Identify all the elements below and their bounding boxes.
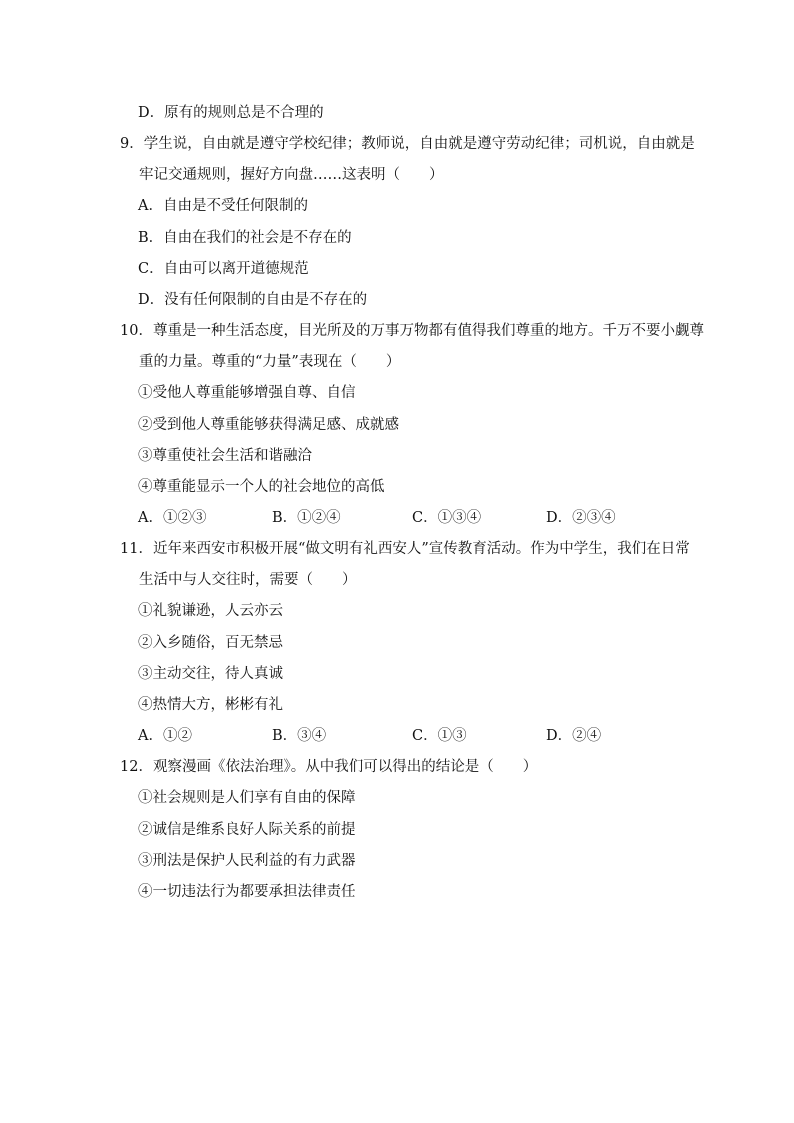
q9-stem-line-1: 9．学生说，自由就是遵守学校纪律；教师说，自由就是遵守劳动纪律；司机说，自由就是	[120, 136, 695, 152]
q10-statement-4: ④尊重能显示一个人的社会地位的高低	[138, 479, 385, 495]
q9-stem-line-2: 牢记交通规则，握好方向盘……这表明（ ）	[139, 167, 444, 183]
q10-statement-2: ②受到他人尊重能够获得满足感、成就感	[138, 417, 399, 433]
q11-stem-line-1: 11．近年来西安市积极开展“做文明有礼西安人”宣传教育活动。作为中学生，我们在日常	[120, 541, 690, 557]
q10-stem-line-2: 重的力量。尊重的“力量”表现在（ ）	[139, 354, 401, 370]
q12-statement-3: ③刑法是保护人民利益的有力武器	[138, 853, 356, 869]
q10-statement-1: ①受他人尊重能够增强自尊、自信	[138, 385, 356, 401]
q10-option-d: D．②③④	[546, 510, 616, 526]
q9-option-b: B．自由在我们的社会是不存在的	[138, 230, 352, 246]
q11-option-c: C．①③	[412, 728, 467, 744]
q10-option-b: B．①②④	[272, 510, 341, 526]
q10-stem-line-1: 10．尊重是一种生活态度，目光所及的万事万物都有值得我们尊重的地方。千万不要小觑尊	[120, 323, 704, 339]
q9-option-d: D．没有任何限制的自由是不存在的	[138, 292, 368, 308]
q8-option-d: D．原有的规则总是不合理的	[138, 105, 324, 121]
q11-statement-2: ②入乡随俗，百无禁忌	[138, 635, 283, 651]
q10-option-a: A．①②③	[138, 510, 207, 526]
q9-option-c: C．自由可以离开道德规范	[138, 261, 309, 277]
q12-statement-4: ④一切违法行为都要承担法律责任	[138, 884, 356, 900]
q12-statement-1: ①社会规则是人们享有自由的保障	[138, 790, 356, 806]
q12-stem: 12．观察漫画《依法治理》。从中我们可以得出的结论是（ ）	[120, 759, 538, 775]
q10-statement-3: ③尊重使社会生活和谐融洽	[138, 448, 312, 464]
q11-statement-3: ③主动交往，待人真诚	[138, 666, 283, 682]
q10-option-c: C．①③④	[412, 510, 482, 526]
q11-option-d: D．②④	[546, 728, 602, 744]
q12-statement-2: ②诚信是维系良好人际关系的前提	[138, 822, 356, 838]
q9-option-a: A．自由是不受任何限制的	[138, 198, 308, 214]
q11-option-a: A．①②	[138, 728, 192, 744]
q11-option-b: B．③④	[272, 728, 327, 744]
q11-statement-1: ①礼貌谦逊，人云亦云	[138, 603, 283, 619]
q11-statement-4: ④热情大方，彬彬有礼	[138, 697, 283, 713]
q11-stem-line-2: 生活中与人交往时，需要（ ）	[139, 572, 357, 588]
